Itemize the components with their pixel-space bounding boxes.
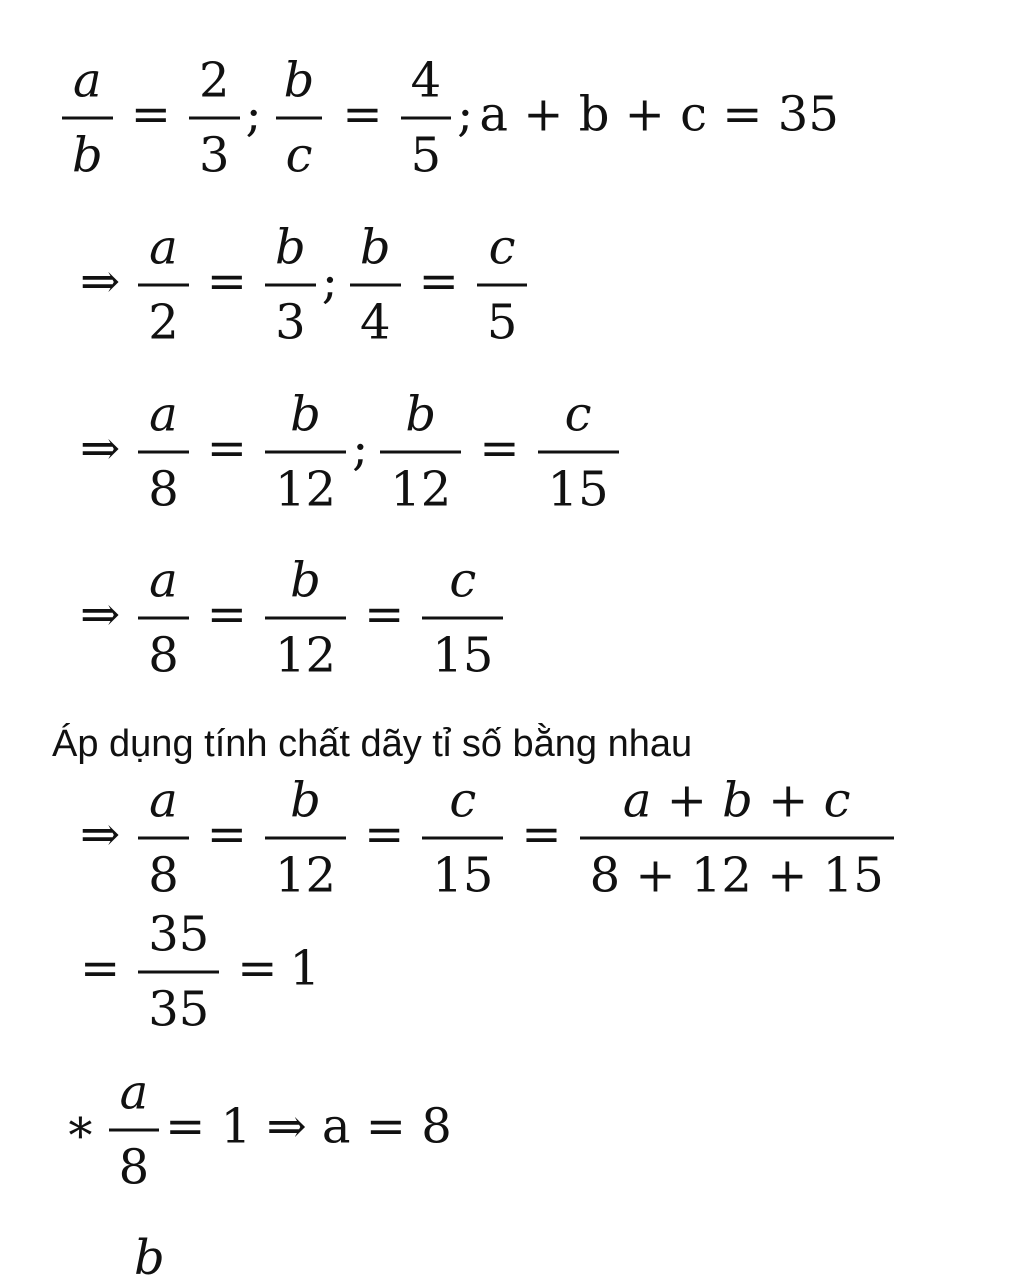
denominator: 8 bbox=[138, 617, 189, 680]
fraction-c-over-15 bbox=[538, 386, 619, 518]
numerator: b bbox=[290, 386, 321, 443]
numerator: 2 bbox=[198, 52, 230, 109]
numerator: b bbox=[405, 386, 437, 443]
equals-sign: = bbox=[206, 586, 247, 643]
fraction-a-over-b bbox=[62, 52, 113, 184]
denominator: 15 bbox=[538, 451, 619, 514]
numerator: b bbox=[274, 219, 306, 276]
numerator: c bbox=[449, 772, 477, 829]
equals-sign: = bbox=[237, 940, 278, 997]
fraction-c-over-15 bbox=[422, 552, 503, 684]
fraction-b-over-3 bbox=[265, 219, 316, 351]
denominator: 8 bbox=[138, 451, 189, 514]
fraction-b-over-12 bbox=[265, 386, 346, 518]
equals-sign: = bbox=[364, 586, 405, 643]
equals-sign: = bbox=[206, 420, 247, 477]
denominator: 12 bbox=[265, 837, 346, 900]
denominator: 8 bbox=[109, 1129, 160, 1192]
implies-arrow: ⇒ bbox=[80, 253, 121, 310]
numerator: a + b + c bbox=[622, 772, 851, 829]
equation-line-2 bbox=[68, 219, 533, 351]
equals-sign: = bbox=[521, 806, 562, 863]
denominator: c bbox=[276, 117, 323, 180]
implies-arrow: ⇒ bbox=[80, 806, 121, 863]
fraction-b-over-12 bbox=[265, 772, 346, 904]
numerator-b: b bbox=[134, 1230, 165, 1286]
denominator: 3 bbox=[265, 284, 316, 347]
numerator: b bbox=[283, 52, 315, 109]
fraction-b-over-12 bbox=[265, 552, 346, 684]
fraction-35-over-35 bbox=[138, 906, 219, 1038]
denominator: 12 bbox=[265, 617, 346, 680]
denominator: 35 bbox=[138, 971, 219, 1034]
numerator: a bbox=[119, 1064, 149, 1121]
fraction-a-over-2 bbox=[138, 219, 189, 351]
denominator: 2 bbox=[138, 284, 189, 347]
equation-line-6 bbox=[68, 906, 321, 1038]
semicolon: ; bbox=[245, 86, 262, 143]
equals-sign: = bbox=[342, 86, 383, 143]
fraction-b-over-4 bbox=[350, 219, 401, 351]
fraction-a-over-8 bbox=[109, 1064, 160, 1196]
numerator: b bbox=[359, 219, 391, 276]
equation-line-8-partial bbox=[134, 1230, 165, 1286]
fraction-a-over-8 bbox=[138, 386, 189, 518]
fraction-c-over-5 bbox=[477, 219, 528, 351]
denominator: 8 bbox=[138, 837, 189, 900]
denominator: 3 bbox=[189, 117, 240, 180]
numerator: c bbox=[564, 386, 592, 443]
denominator: 12 bbox=[265, 451, 346, 514]
equals-sign: = bbox=[130, 86, 171, 143]
semicolon: ; bbox=[352, 420, 369, 477]
denominator: 15 bbox=[422, 837, 503, 900]
numerator: c bbox=[488, 219, 516, 276]
numerator: c bbox=[449, 552, 477, 609]
equals-sign: = bbox=[206, 806, 247, 863]
fraction-a-over-8 bbox=[138, 552, 189, 684]
semicolon: ; bbox=[457, 86, 474, 143]
fraction-sum bbox=[580, 772, 894, 904]
fraction-c-over-15 bbox=[422, 772, 503, 904]
numerator: 4 bbox=[410, 52, 442, 109]
asterisk: ∗ bbox=[64, 1098, 97, 1155]
denominator: 15 bbox=[422, 617, 503, 680]
equation-line-5 bbox=[68, 772, 900, 904]
numerator: 35 bbox=[148, 906, 210, 963]
semicolon: ; bbox=[321, 253, 338, 310]
denominator: 5 bbox=[477, 284, 528, 347]
equals-sign: = bbox=[364, 806, 405, 863]
numerator: b bbox=[290, 772, 321, 829]
implies-arrow: ⇒ bbox=[80, 586, 121, 643]
equation-line-1 bbox=[56, 52, 839, 184]
fraction-b-over-c bbox=[274, 52, 325, 184]
fraction-4-over-5 bbox=[401, 52, 452, 184]
property-statement: Áp dụng tính chất dãy tỉ số bằng nhau bbox=[52, 723, 693, 765]
numerator: a bbox=[149, 219, 178, 276]
numerator: a bbox=[73, 52, 102, 109]
fraction-2-over-3 bbox=[189, 52, 240, 184]
sum-equation: a + b + c = 35 bbox=[479, 86, 839, 143]
numerator: a bbox=[149, 386, 178, 443]
denominator: 12 bbox=[380, 451, 461, 514]
equals-sign: = bbox=[418, 253, 459, 310]
denominator: 5 bbox=[401, 117, 452, 180]
result-value: 1 bbox=[289, 940, 321, 997]
fraction-b-over-12 bbox=[380, 386, 461, 518]
equals-sign: = bbox=[80, 940, 121, 997]
denominator: 4 bbox=[350, 284, 401, 347]
numerator: a bbox=[149, 772, 178, 829]
equation-line-7 bbox=[64, 1064, 452, 1196]
numerator: b bbox=[290, 552, 321, 609]
equation-line-3 bbox=[68, 386, 625, 518]
fraction-a-over-8 bbox=[138, 772, 189, 904]
numerator: a bbox=[149, 552, 178, 609]
denominator: 8 + 12 + 15 bbox=[580, 837, 894, 900]
implies-arrow: ⇒ bbox=[80, 420, 121, 477]
equation-line-4 bbox=[68, 552, 509, 684]
denominator: b bbox=[62, 117, 113, 180]
equals-sign: = bbox=[206, 253, 247, 310]
solution-a: = 1 ⇒ a = 8 bbox=[165, 1098, 452, 1155]
equals-sign: = bbox=[479, 420, 520, 477]
